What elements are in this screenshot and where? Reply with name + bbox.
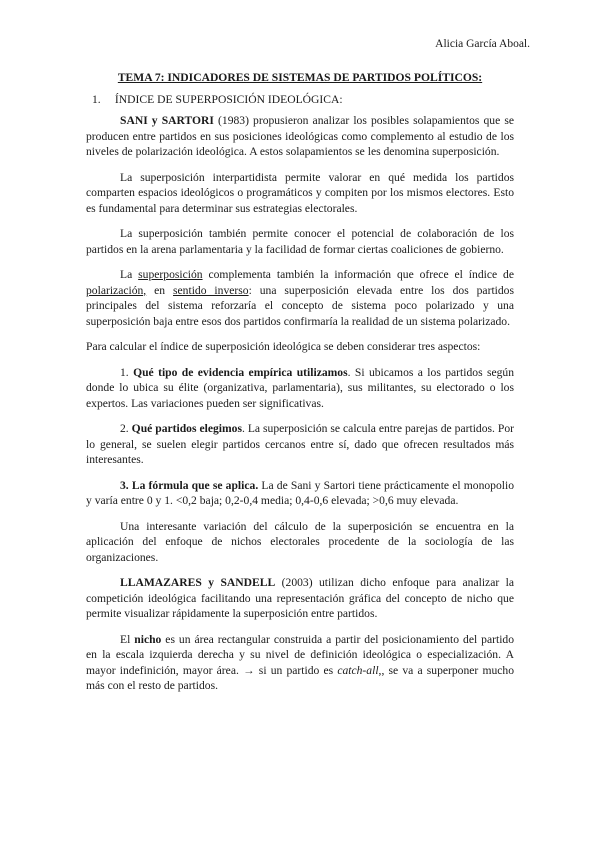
paragraph-text: La bbox=[120, 268, 139, 281]
term-catch-all: catch-all bbox=[337, 663, 379, 677]
paragraph-nicho bbox=[86, 632, 514, 694]
list-item-partidos bbox=[86, 421, 514, 468]
paragraph-text: : una superposición elevada entre los dos partidos principales del sistema reforzaría el concepto de sistema poco polarizado y una superposición baja entre esos dos partidos confirmaría la realidad de un sistema polarizado. bbox=[86, 283, 514, 328]
term-nicho: nicho bbox=[134, 632, 162, 646]
list-number: 2. bbox=[120, 422, 132, 435]
author-llamazares-sandell: LLAMAZARES y SANDELL bbox=[120, 576, 276, 589]
paragraph-text: complementa también la información que ofrece el índice de bbox=[202, 268, 514, 281]
paragraph-aspectos-intro: Para calcular el índice de superposición ideológica se deben considerar tres aspectos: bbox=[86, 340, 481, 353]
list-item-title: 3. La fórmula que se aplica. bbox=[120, 478, 259, 492]
paragraph-sani-sartori bbox=[86, 113, 514, 160]
paragraph-text: . La superposición se calcula entre parejas de partidos. Por lo general, se suelen elegir partidos cercanos entre sí, dado que ofrecen resultados más interesantes. bbox=[86, 422, 514, 466]
paragraph-text: ,, se va a superponer mucho más con el resto de partidos. bbox=[86, 663, 515, 692]
section-title: ÍNDICE DE SUPERPOSICIÓN IDEOLÓGICA: bbox=[114, 92, 343, 106]
paragraph-text: El bbox=[120, 632, 135, 646]
paragraph-llamazares-sandell bbox=[86, 575, 514, 622]
paragraph-text: (1983) propusieron analizar los posibles solapamientos que se producen entre partidos en sus posiciones ideológicas como complemento al estudio de los niveles de polarización ideológica. A estos solapamientos se les denomina superposición. bbox=[86, 114, 515, 158]
paragraph-complemento bbox=[86, 267, 514, 329]
list-item-formula bbox=[86, 478, 514, 509]
paragraph-text: si un partido es bbox=[254, 663, 338, 677]
list-number: 1. bbox=[120, 365, 134, 379]
paragraph-text: . Si ubicamos a los partidos según donde lo ubica su élite (organizativa, parlamentaria), sus militantes, su electorado o los expertos. Las variaciones pueden ser significativas. bbox=[86, 365, 515, 410]
paragraph-text: en bbox=[146, 283, 174, 297]
page-title: TEMA 7: INDICADORES DE SISTEMAS DE PARTIDOS POLÍTICOS: bbox=[117, 71, 483, 84]
section-number: 1. bbox=[92, 92, 101, 106]
underlined-term: superposición bbox=[138, 268, 203, 281]
section-heading bbox=[86, 92, 514, 108]
list-item-title: Qué partidos elegimos bbox=[131, 422, 242, 435]
arrow-right-icon: → bbox=[243, 663, 255, 677]
list-item-evidencia bbox=[86, 365, 514, 412]
list-item-title: Qué tipo de evidencia empírica utilizamos bbox=[133, 365, 348, 379]
paragraph-text: es un área rectangular construida a partir del posicionamiento del partido en la escala izquierda derecha y su nivel de definición ideológica o especialización. A mayor indefinición, mayor área. bbox=[86, 632, 515, 677]
paragraph-interpartidista: La superposición interpartidista permite valorar en qué medida los partidos comparten espacios ideológicos o programáticos y compiten por los mismos electores. Esto es fundamental para determinar sus estrategias electorales. bbox=[86, 170, 514, 215]
paragraph-text: (2003) utilizan dicho enfoque para analizar la competición ideológica facilitando una representación gráfica del concepto de nicho que permite visualizar rápidamente la superposición entre partidos. bbox=[86, 576, 514, 620]
author-sani-sartori: SANI y SARTORI bbox=[120, 114, 214, 127]
underlined-term: sentido inverso bbox=[173, 283, 249, 297]
author-name: Alicia García Aboal. bbox=[435, 38, 530, 50]
paragraph-text: La de Sani y Sartori tiene prácticamente el monopolio y varía entre 0 y 1. <0,2 baja; 0,2-0,4 media; 0,4-0,6 elevada; >0,6 muy elevada. bbox=[86, 478, 514, 507]
paragraph-colaboracion: La superposición también permite conocer el potencial de colaboración de los partidos en la arena parlamentaria y la facilidad de formar ciertas coaliciones de gobierno. bbox=[86, 227, 514, 256]
underlined-term: polarización, bbox=[86, 283, 147, 297]
paragraph-nichos: Una interesante variación del cálculo de la superposición se encuentra en la aplicación del enfoque de nichos electorales procedente de la sociología de las organizaciones. bbox=[86, 519, 514, 564]
document-body bbox=[86, 70, 514, 704]
